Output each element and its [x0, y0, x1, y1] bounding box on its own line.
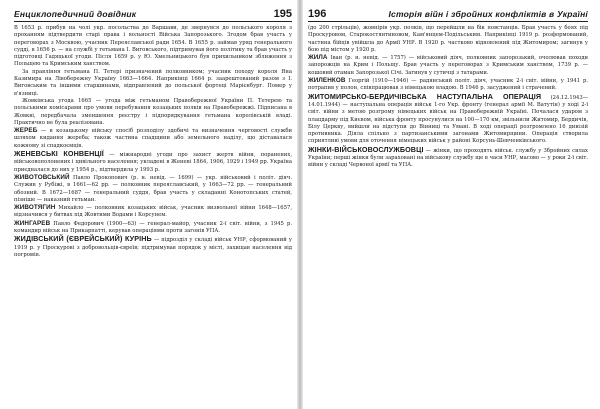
dictionary-entry: [308, 77, 588, 93]
left-page-text: [14, 25, 292, 259]
entry-body: Жовківська угода 1665 — угода між гетьманом Правобережної України П. Тетерею та польськими комісарами про умови перебування козацьких полків на Правобережжі. Підписана в Жовкві, передбачала зменшення реєстру і підпорядкування гетьмана королівській владі. Практично не була реалізована.: [14, 97, 292, 126]
text-paragraph: [14, 69, 292, 98]
entry-headword: ЖЕРЕБ: [14, 127, 38, 135]
entry-headword: ЖІНКИ-ВІЙСЬКОВОСЛУЖБОВЦІ: [308, 144, 424, 154]
entry-body: Михайло — полковник козацьких військ, учасник визвольної війни 1648—1657, відзначився у битвах під Жовтими Водами і Корсунем.: [14, 205, 292, 219]
entry-body: — в козацькому війську спосіб розподілу здобичі та визначення черговості служби шляхом кидання жереба; також частина спадщини або земельного наділу, що діставалася кожному зі спадкоємців.: [14, 128, 292, 149]
text-paragraph: [14, 98, 292, 127]
text-paragraph: [14, 25, 292, 69]
entry-headword: ЖЕНЕВСЬКІ КОНВЕНЦІЇ: [14, 149, 104, 159]
entry-headword: ЖИТОМИРСЬКО-БЕРДИЧІВСЬКА НАСТУПАЛЬНА ОПЕРАЦІЯ: [308, 91, 542, 101]
entry-body: (до 200 стрільців), жовнірів укр. полків, що перейшли на бік повстанців. Брав участь у боях під Проскуровом, Старокостянтиновом, Кам'янцем-Подільським. Наприкінці 1919 р. розформований, частина бійців увійшла до Армії УНР. В 1920 р. частково відновлений під Житомиром; загинув у бою під містом у 1920 р.: [308, 25, 588, 53]
entry-headword: ЖИВОТЯГИН: [14, 204, 56, 212]
dictionary-entry: [14, 150, 292, 174]
right-page-header: [308, 3, 588, 22]
entry-body: Павло Прокопович (р. н. невід. — 1699) — укр. військовий і політ. діяч. Служив у Рубіжі, в 1661—62 рр. — полковник переяславський, у 1663—72 рр. — генеральний обозний. В 1672—1687 — генеральний суддя, брав участь у складанні Конотопських статей, пізніше — наказний гетьман.: [14, 174, 292, 203]
right-page: [302, 0, 600, 409]
entry-body: — жінки, що проходять військ. службу у Збройних силах України; перші жінки були зараховані на військову службу ще в часи УНР, масово — у роки 2-ї світ. війни у складі Червоної армії та УПА.: [308, 147, 588, 169]
entry-headword: ЖИНГАРЕВ: [14, 219, 51, 227]
left-running-title: Енциклопедичний довідник: [14, 9, 137, 19]
entry-body: — підрозділ у складі військ УНР, сформований у 1919 р. у Проскурові з добровольців-євреїв; підтримував порядок у місті, захищав населення від погромів.: [14, 237, 292, 258]
right-page-text: [308, 25, 588, 170]
dictionary-entry: [14, 204, 292, 220]
dictionary-entry: [308, 54, 588, 77]
dictionary-entry: [14, 220, 292, 236]
entry-headword: ЖИЛЕНКОВ: [308, 77, 346, 85]
right-page-number: 196: [308, 8, 327, 20]
entry-headword: ЖИДІВСЬКИЙ (ЄВРЕЙСЬКИЙ) КУРІНЬ: [14, 234, 152, 244]
entry-body: Георгій (1910—1946) — радянський політ. діяч, учасник 2-ї світ. війни, у 1941 р. потрапив у полон, співпрацював з німецькою владою. В 1946 р. засуджений і страчений.: [308, 78, 588, 92]
dictionary-entry: [308, 146, 588, 170]
entry-headword: ЖИВОТОВСЬКИЙ: [14, 173, 70, 181]
left-page: [0, 0, 298, 409]
entry-body: — міжнародні угоди про захист жертв війни, поранених, військовополонених і цивільного населення; укладені в Женеві 1864, 1906, 1929 і 1949 рр. Україна приєдналася до них у 1954 р., підтвердила у 1993 р.: [14, 152, 292, 173]
dictionary-entry: [14, 127, 292, 150]
entry-headword: ЖИЛА: [308, 54, 328, 62]
text-paragraph: [308, 25, 588, 54]
dictionary-entry: [14, 235, 292, 259]
entry-body: За правління гетьмана П. Тетері призначений полковником; учасник походу короля Яна Казимира на Лівобережну Україну 1663—1664. Наприкінці 1664 р. заарештований разом з І. Виговським та іншими старшинами, відправлений до польської фортеці Марієнбург. Помер у в'язниці.: [14, 68, 292, 97]
left-page-header: [14, 3, 292, 22]
dictionary-entry: [14, 174, 292, 204]
entry-body: В 1653 р. прибув на чолі укр. посольства до Варшави, де звернувся до польського короля з проханням підтвердити старі права і вольності Війська Запорозького. Згодом брав участь у переговорах з Москвою, учасник Переяславської ради 1654. В 1655 р. займав уряд генерального судді, в 1656 р. — на службі у гетьмана І. Виговського, підтримував його політику та брав участь у підготовці Гадяцької угоди. Після 1659 р. у Ю. Хмельницького був прихильником зближення з Польщею та Кримським ханством.: [14, 25, 292, 68]
left-page-number: 195: [273, 8, 292, 20]
right-running-title: Історія війн і збройних конфліктів в Україні: [388, 9, 588, 19]
entry-body: Павло Федорович (1900—63) — генерал-майор, учасник 2-ї світ. війни, з 1945 р. командир військ на Прикарпатті, керував операціями проти загонів УПА.: [14, 220, 292, 235]
entry-body: (24.12.1943—14.01.1944) — наступальна операція військ 1-го Укр. фронту (генерал армії М. Ватутін) у ході 2-ї світ. війни з метою розгрому німецьких військ на Правобережній Україні. Почалася ударом з плацдарму під Києвом, війська фронту просунулися на 100—170 км, звільнили Житомир, Бердичів, Білу Церкву, вийшли на підступи до Вінниці та Умані. В ході операції розгромлено 16 дивізій противника. Діяла спільно з партизанськими загонами Житомирщини. Операція створила сприятливі умови для оточення німецьких військ у районі Корсунь-Шевченківського.: [308, 94, 588, 145]
dictionary-entry: [308, 93, 588, 146]
entry-body: Іван (р. н. невід. — 1757) — військовий діяч, полковник запорозький, очолював походи запорожців на Крим і Польщу. Брав участь у переговорах з Кримським ханством, 1739 р. — кошовий отаман Запорозької Січі. Загинув у сутичці з татарами.: [308, 55, 588, 76]
